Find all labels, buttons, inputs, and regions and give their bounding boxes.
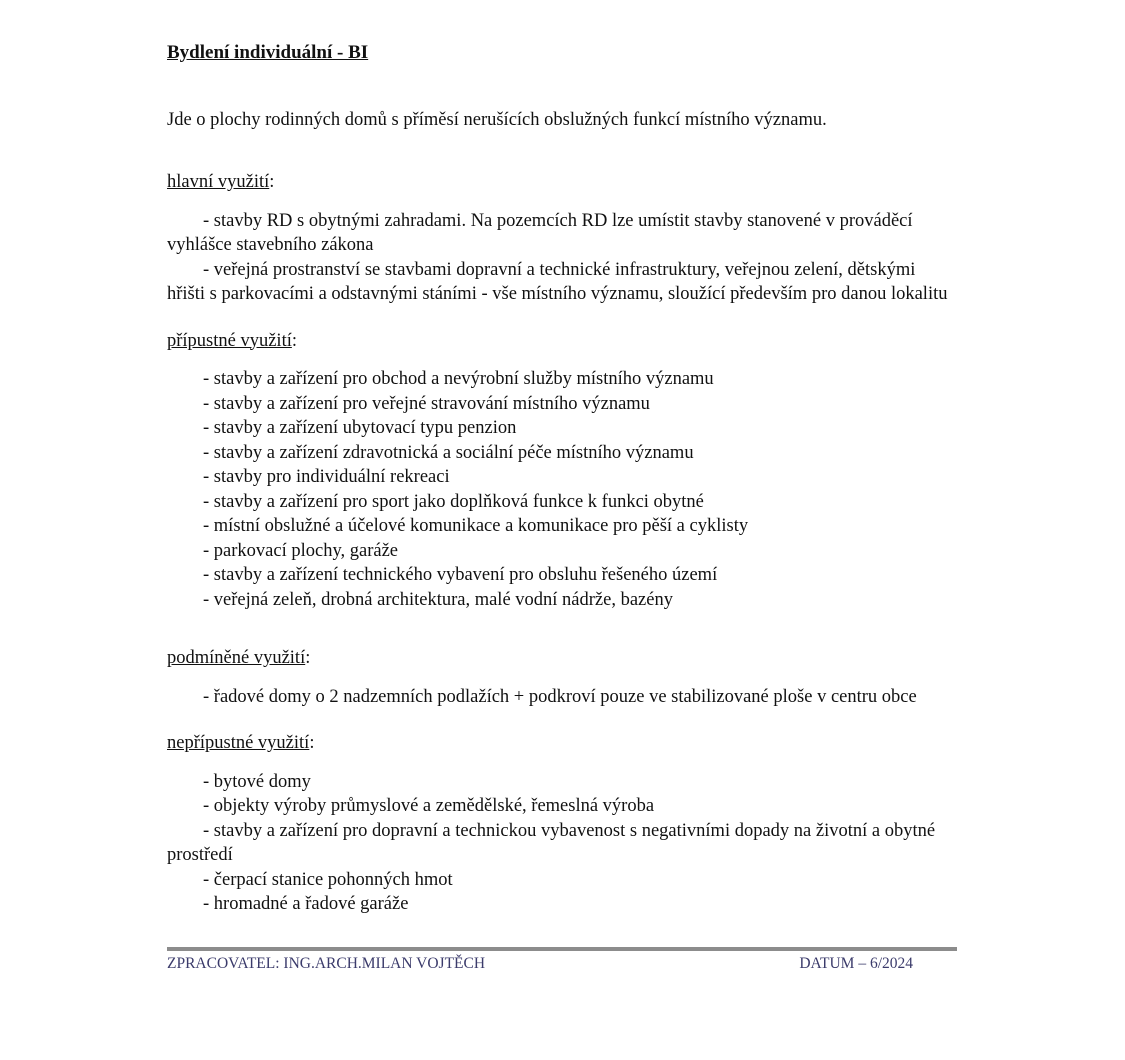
section-heading-label: hlavní využití: [167, 172, 270, 192]
intro-paragraph: Jde o plochy rodinných domů s příměsí nerušících obslužných funkcí místního významu.: [167, 109, 827, 130]
list-item: - stavby a zařízení zdravotnická a sociální péče místního významu: [203, 442, 694, 463]
page-title: Bydlení individuální - BI: [167, 42, 369, 63]
list-item: - stavby a zařízení pro sport jako doplňková funkce k funkci obytné: [203, 491, 704, 512]
footer-author: ZPRACOVATEL: ING.ARCH.MILAN VOJTĚCH: [167, 954, 486, 972]
section-heading-label: podmíněné využití: [167, 648, 306, 668]
list-item: - stavby a zařízení pro dopravní a technickou vybavenost s negativními dopady na životní a obytné prostředí: [167, 820, 936, 865]
list-item: - veřejná zeleň, drobná architektura, malé vodní nádrže, bazény: [203, 589, 673, 610]
section-heading-suffix: :: [309, 733, 315, 753]
list-item: - stavby a zařízení pro veřejné stravování místního významu: [203, 393, 650, 414]
section-items: [167, 685, 950, 710]
section-heading-suffix: :: [269, 172, 275, 192]
sections: [167, 170, 950, 917]
section-items: [167, 367, 950, 612]
list-item: - stavby a zařízení technického vybavení pro obsluhu řešeného území: [203, 565, 718, 585]
usage-section: [167, 646, 950, 709]
footer-row: [167, 954, 957, 974]
list-item: - stavby RD s obytnými zahradami. Na pozemcích RD lze umístit stavby stanovené v prováděcí vyhlášce stavebního zákona: [167, 210, 913, 255]
list-item: - veřejná prostranství se stavbami dopravní a technické infrastruktury, veřejnou zelení, dětskými hřišti s parkovacími a odstavnými stáními - vše místního významu, sloužící především pro danou lokalitu: [167, 259, 948, 304]
section-heading-label: nepřípustné využití: [167, 733, 310, 753]
list-item: - stavby pro individuální rekreaci: [203, 467, 450, 487]
list-item: - hromadné a řadové garáže: [203, 894, 409, 914]
list-item: - stavby a zařízení pro obchod a nevýrobní služby místního významu: [203, 369, 714, 389]
list-item: - místní obslužné a účelové komunikace a komunikace pro pěší a cyklisty: [203, 516, 749, 536]
section-heading-suffix: :: [291, 330, 297, 351]
page-footer: [167, 947, 957, 974]
list-item: - čerpací stanice pohonných hmot: [203, 869, 453, 890]
list-item: - řadové domy o 2 nadzemních podlažích + podkroví pouze ve stabilizované ploše v centru obce: [203, 686, 917, 707]
section-heading: [167, 646, 950, 671]
list-item: - bytové domy: [203, 771, 311, 792]
section-items: [167, 770, 950, 917]
footer-divider: [167, 947, 957, 951]
section-heading: [167, 731, 950, 756]
section-items: [167, 209, 950, 307]
usage-section: [167, 170, 950, 307]
list-item: - parkovací plochy, garáže: [203, 540, 398, 561]
section-heading: [167, 329, 950, 354]
section-heading-label: přípustné využití: [167, 330, 292, 351]
section-heading: [167, 170, 950, 195]
list-item: - stavby a zařízení ubytovací typu penzion: [203, 418, 517, 438]
usage-section: [167, 329, 950, 613]
document-body: [167, 41, 950, 917]
list-item: - objekty výroby průmyslové a zemědělské, řemeslná výroba: [203, 796, 655, 816]
section-heading-suffix: :: [305, 648, 311, 668]
footer-date: DATUM – 6/2024: [799, 954, 913, 972]
usage-section: [167, 731, 950, 917]
